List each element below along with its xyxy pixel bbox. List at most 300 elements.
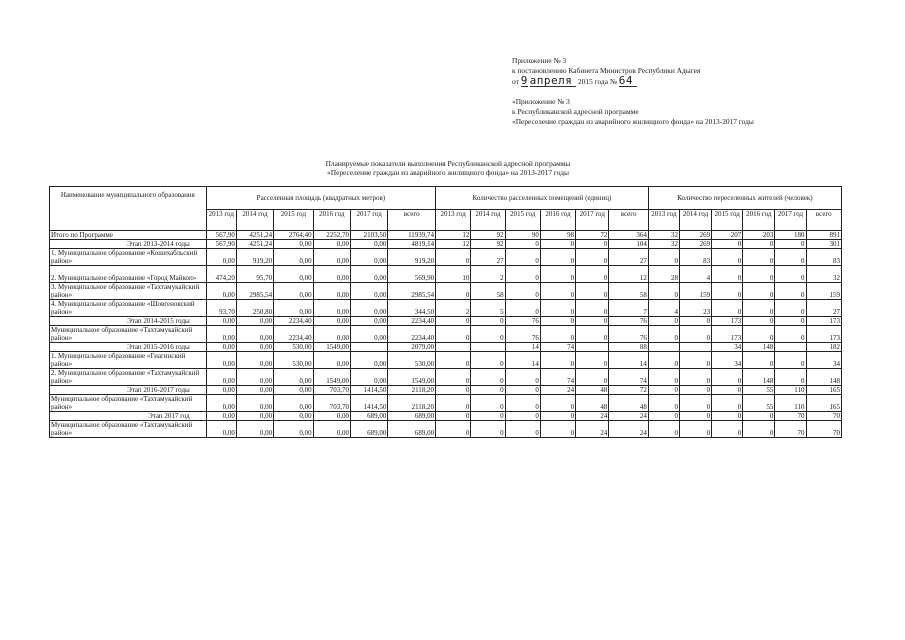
table-cell: 0	[505, 395, 540, 412]
table-cell: 0,00	[350, 369, 387, 386]
people-group-header: Количество переселенных жителей (человек)	[648, 187, 841, 210]
table-cell: 0	[712, 395, 743, 412]
table-cell: 2	[471, 266, 505, 283]
table-cell: 530,00	[274, 343, 313, 352]
table-body	[50, 231, 842, 438]
table-cell: 148	[743, 369, 775, 386]
table-cell: 92	[471, 240, 505, 249]
table-cell: 0	[743, 249, 775, 266]
table-row	[50, 369, 842, 386]
table-cell: 0,00	[236, 352, 273, 369]
table-cell: 0	[436, 249, 471, 266]
table-cell: 567,90	[206, 231, 236, 240]
table-cell: 83	[679, 249, 711, 266]
table-cell: 0	[576, 369, 609, 386]
table-cell: 4	[679, 266, 711, 283]
table-cell: 0	[540, 240, 575, 249]
table-cell: 0,00	[236, 326, 273, 343]
table-cell: 0	[743, 317, 775, 326]
table-cell: 0	[712, 369, 743, 386]
table-cell: 2985,54	[236, 283, 273, 300]
table-cell: 159	[806, 283, 841, 300]
people-year-header: 2013 год	[648, 210, 679, 231]
table-cell: 0,00	[206, 249, 236, 266]
table-cell: 530,00	[388, 352, 436, 369]
table-cell: 2234,40	[274, 326, 313, 343]
table-cell: 530,00	[274, 352, 313, 369]
table-cell: 7	[609, 300, 648, 317]
table-cell: 0	[679, 386, 711, 395]
table-cell: 74	[609, 369, 648, 386]
table-cell: 173	[806, 317, 841, 326]
table-cell: 0	[679, 352, 711, 369]
table-cell: 0	[712, 412, 743, 421]
date-prefix: от	[512, 77, 519, 87]
table-cell: 0	[743, 240, 775, 249]
table-cell: 0,00	[350, 240, 387, 249]
table-cell: 0,00	[206, 283, 236, 300]
name-column-header: Наименование муниципального образования	[50, 187, 207, 231]
table-cell: 474,20	[206, 266, 236, 283]
table-cell: 0	[436, 352, 471, 369]
table-cell: 0	[471, 395, 505, 412]
table-cell: 0,00	[313, 317, 350, 326]
table-row	[50, 240, 842, 249]
table-cell: 0,00	[236, 421, 273, 438]
table-cell: 344,50	[388, 300, 436, 317]
table-cell: 0	[648, 386, 679, 395]
table-cell: 55	[743, 395, 775, 412]
table-cell: 0,00	[274, 300, 313, 317]
table-cell: 173	[712, 317, 743, 326]
table-cell: 0	[648, 249, 679, 266]
table-cell: 2118,20	[388, 386, 436, 395]
table-cell: 0,00	[236, 386, 273, 395]
table-cell: 0,00	[350, 326, 387, 343]
table-cell: 76	[609, 326, 648, 343]
table-cell: 14	[609, 352, 648, 369]
table-row	[50, 283, 842, 300]
table-cell: 0	[743, 352, 775, 369]
table-cell: 4	[648, 300, 679, 317]
date-day: 9	[520, 74, 528, 88]
table-cell: 0	[436, 317, 471, 326]
table-row	[50, 386, 842, 395]
table-cell: 0	[540, 395, 575, 412]
table-cell: 0,00	[274, 421, 313, 438]
table-cell: 5	[471, 300, 505, 317]
table-cell: 0,00	[313, 300, 350, 317]
table-cell: 0	[712, 266, 743, 283]
table-cell: 83	[806, 249, 841, 266]
table-cell: 2	[436, 300, 471, 317]
table-cell: 1549,00	[388, 369, 436, 386]
table-cell: 74	[540, 343, 575, 352]
table-cell	[679, 343, 711, 352]
rooms-year-header: 2016 год	[540, 210, 575, 231]
table-cell: 0	[648, 326, 679, 343]
table-cell: 14	[505, 343, 540, 352]
caption-line1: Планируемые показатели выполнения Республиканской адресной программы	[325, 159, 571, 168]
table-cell: 159	[679, 283, 711, 300]
table-cell: 0	[775, 249, 806, 266]
table-cell: 0,00	[313, 266, 350, 283]
table-cell: 0,00	[206, 386, 236, 395]
table-cell: 703,70	[313, 395, 350, 412]
table-cell: 2252,70	[313, 231, 350, 240]
table-cell: 0,00	[274, 412, 313, 421]
table-cell: 0	[576, 317, 609, 326]
table-cell: 0,00	[313, 283, 350, 300]
table-cell: 0,00	[236, 412, 273, 421]
table-cell: 0	[436, 283, 471, 300]
table-cell: 0	[471, 369, 505, 386]
row-name: Муниципальное образование «Тахтамукайский район»	[50, 395, 207, 412]
appendix-header	[512, 56, 700, 88]
table-cell: 11939,74	[388, 231, 436, 240]
table-cell: 0,00	[313, 412, 350, 421]
table-cell: 0	[648, 317, 679, 326]
table-cell: 27	[609, 249, 648, 266]
table-cell: 0	[775, 283, 806, 300]
table-cell: 24	[609, 412, 648, 421]
table-cell: 2234,40	[388, 326, 436, 343]
table-cell: 0	[712, 421, 743, 438]
table-cell: 0	[436, 395, 471, 412]
date-year: 2015 года №	[577, 77, 617, 87]
table-cell: 0	[505, 240, 540, 249]
row-name: 2. Муниципальное образование «Город Майкоп»	[50, 266, 207, 283]
table-cell: 27	[806, 300, 841, 317]
row-name: 1. Муниципальное образование «Кошехабльский район»	[50, 249, 207, 266]
table-cell: 2234,40	[274, 317, 313, 326]
table-cell: 0	[540, 249, 575, 266]
table-cell: 0	[436, 421, 471, 438]
table-cell: 0	[648, 421, 679, 438]
table-cell: 703,70	[313, 386, 350, 395]
table-cell: 0,00	[313, 240, 350, 249]
table-cell: 24	[576, 412, 609, 421]
table-cell: 0	[540, 412, 575, 421]
appendix-title: Приложение № 3	[512, 56, 567, 65]
table-cell: 88	[609, 343, 648, 352]
area-year-header: 2016 год	[313, 210, 350, 231]
table-cell: 0	[540, 266, 575, 283]
table-cell: 93,70	[206, 300, 236, 317]
indicators-table	[49, 186, 842, 438]
table-cell: 0	[540, 300, 575, 317]
table-cell: 95,70	[236, 266, 273, 283]
row-name: Этап 2016-2017 годы	[50, 386, 207, 395]
area-year-header: 2015 год	[274, 210, 313, 231]
row-name: Муниципальное образование «Тахтамукайский район»	[50, 421, 207, 438]
table-cell: 12	[609, 266, 648, 283]
table-cell: 569,90	[388, 266, 436, 283]
table-row	[50, 231, 842, 240]
area-year-header: 2013 год	[206, 210, 236, 231]
table-cell	[436, 343, 471, 352]
table-cell: 24	[609, 421, 648, 438]
table-cell: 0,00	[206, 352, 236, 369]
row-name: 1. Муниципальное образование «Гиагинский район»	[50, 352, 207, 369]
table-cell: 0	[712, 249, 743, 266]
table-row	[50, 266, 842, 283]
table-cell: 0	[679, 369, 711, 386]
people-year-header: 2014 год	[679, 210, 711, 231]
table-cell: 90	[505, 231, 540, 240]
people-year-header: 2016 год	[743, 210, 775, 231]
table-row	[50, 300, 842, 317]
rooms-year-header: 2017 год	[576, 210, 609, 231]
table-cell: 203	[743, 231, 775, 240]
table-cell: 0	[576, 326, 609, 343]
table-cell: 689,00	[388, 421, 436, 438]
table-cell: 0,00	[350, 283, 387, 300]
table-cell: 689,00	[388, 412, 436, 421]
row-name: Этап 2017 год	[50, 412, 207, 421]
table-cell: 0	[471, 317, 505, 326]
table-cell: 148	[743, 343, 775, 352]
people-year-header: 2015 год	[712, 210, 743, 231]
table-row	[50, 317, 842, 326]
table-cell: 32	[648, 231, 679, 240]
table-cell: 0	[648, 369, 679, 386]
table-cell: 689,00	[350, 412, 387, 421]
people-year-header: 2017 год	[775, 210, 806, 231]
table-cell: 58	[609, 283, 648, 300]
date-month: апреля	[529, 74, 573, 88]
row-name: 3. Муниципальное образование «Тахтамукайский район»	[50, 283, 207, 300]
table-cell: 110	[775, 386, 806, 395]
table-cell: 0,00	[274, 369, 313, 386]
table-cell: 0	[505, 249, 540, 266]
area-year-header: 2014 год	[236, 210, 273, 231]
table-cell: 1414,50	[350, 386, 387, 395]
table-cell: 0	[540, 352, 575, 369]
table-cell: 70	[775, 412, 806, 421]
table-cell: 0,00	[206, 326, 236, 343]
table-cell	[576, 343, 609, 352]
table-cell: 0	[471, 386, 505, 395]
table-cell: 0	[775, 326, 806, 343]
table-cell: 12	[436, 240, 471, 249]
table-cell: 0	[743, 283, 775, 300]
table-cell: 0	[576, 352, 609, 369]
table-cell: 0,00	[274, 386, 313, 395]
table-cell: 0,00	[206, 317, 236, 326]
table-cell: 76	[609, 317, 648, 326]
row-name: Этап 2014-2015 годы	[50, 317, 207, 326]
table-cell: 0,00	[350, 249, 387, 266]
table-cell: 32	[806, 266, 841, 283]
table-cell: 0	[775, 317, 806, 326]
table-row	[50, 343, 842, 352]
row-name: 2. Муниципальное образование «Тахтамукайский район»	[50, 369, 207, 386]
inner-appendix-line3: «Переселение граждан из аварийного жилищного фонда» на 2013-2017 годы	[512, 117, 754, 127]
table-cell: 0	[648, 352, 679, 369]
table-cell: 0	[743, 300, 775, 317]
table-cell: 0,00	[313, 352, 350, 369]
table-cell: 0	[712, 300, 743, 317]
table-cell: 0,00	[274, 240, 313, 249]
table-cell: 0,00	[206, 412, 236, 421]
table-cell: 0	[436, 386, 471, 395]
table-cell: 55	[743, 386, 775, 395]
table-cell: 76	[505, 326, 540, 343]
rooms-group-header: Количество расселенных помещений (единиц)	[436, 187, 649, 210]
table-cell: 28	[648, 266, 679, 283]
inner-appendix-header	[512, 97, 754, 128]
table-cell: 919,20	[236, 249, 273, 266]
table-cell: 0	[471, 352, 505, 369]
table-cell: 0,00	[206, 369, 236, 386]
table-cell: 76	[505, 317, 540, 326]
table-cell: 0	[540, 326, 575, 343]
table-cell: 23	[679, 300, 711, 317]
table-cell: 74	[540, 369, 575, 386]
table-cell: 10	[436, 266, 471, 283]
table-cell	[471, 343, 505, 352]
table-cell: 0,00	[350, 317, 387, 326]
table-cell: 48	[609, 395, 648, 412]
row-name: Этап 2015-2016 годы	[50, 343, 207, 352]
table-cell: 0	[471, 412, 505, 421]
table-group-header-row	[50, 187, 842, 210]
table-cell: 0,00	[313, 421, 350, 438]
table-cell	[350, 343, 387, 352]
table-cell: 301	[806, 240, 841, 249]
table-cell: 4251,24	[236, 240, 273, 249]
rooms-year-header: всего	[609, 210, 648, 231]
table-cell: 148	[806, 369, 841, 386]
table-cell: 34	[806, 352, 841, 369]
table-cell: 0,00	[313, 249, 350, 266]
table-cell: 0	[471, 326, 505, 343]
table-cell: 919,20	[388, 249, 436, 266]
table-cell: 250,80	[236, 300, 273, 317]
table-cell: 0,00	[236, 395, 273, 412]
table-cell: 104	[609, 240, 648, 249]
table-cell: 0	[505, 300, 540, 317]
table-cell: 567,90	[206, 240, 236, 249]
table-cell: 891	[806, 231, 841, 240]
table-cell: 0	[505, 386, 540, 395]
area-year-header: 2017 год	[350, 210, 387, 231]
table-cell: 2079,00	[388, 343, 436, 352]
area-group-header: Расселенная площадь (квадратных метров)	[206, 187, 435, 210]
table-cell: 180	[775, 231, 806, 240]
table-cell: 0	[505, 266, 540, 283]
caption-line2: «Переселение граждан из аварийного жилищного фонда» на 2013-2017 годы	[327, 168, 569, 177]
table-cell: 72	[609, 386, 648, 395]
table-cell: 98	[540, 231, 575, 240]
table-caption	[200, 159, 696, 177]
table-cell: 0,00	[274, 266, 313, 283]
table-cell: 0	[743, 266, 775, 283]
table-row	[50, 421, 842, 438]
table-cell: 0,00	[236, 343, 273, 352]
table-cell: 0,00	[236, 317, 273, 326]
table-cell: 0	[648, 283, 679, 300]
table-cell: 364	[609, 231, 648, 240]
table-cell: 1414,50	[350, 395, 387, 412]
table-cell: 207	[712, 231, 743, 240]
table-cell: 0,00	[206, 395, 236, 412]
table-cell: 70	[806, 421, 841, 438]
table-cell: 0	[775, 266, 806, 283]
appendix-date-line	[512, 76, 700, 87]
appendix-decree-line: к постановлению Кабинета Министров Республики Адыгея	[512, 66, 701, 76]
table-cell: 165	[806, 395, 841, 412]
table-cell: 0	[540, 421, 575, 438]
table-cell: 0	[471, 421, 505, 438]
document-number: 64	[618, 74, 633, 88]
table-cell: 0	[505, 421, 540, 438]
table-cell: 0	[743, 326, 775, 343]
table-cell: 2764,40	[274, 231, 313, 240]
table-cell: 269	[679, 231, 711, 240]
table-cell: 0	[743, 412, 775, 421]
table-cell: 0	[712, 386, 743, 395]
table-cell: 72	[576, 231, 609, 240]
table-cell: 173	[712, 326, 743, 343]
table-cell: 34	[712, 352, 743, 369]
table-cell: 0	[576, 266, 609, 283]
table-cell: 32	[648, 240, 679, 249]
table-cell: 0	[775, 300, 806, 317]
table-cell: 0	[679, 421, 711, 438]
table-cell: 24	[576, 421, 609, 438]
table-cell: 0	[540, 283, 575, 300]
table-cell: 0,00	[206, 421, 236, 438]
table-cell: 48	[576, 386, 609, 395]
table-cell: 0	[775, 352, 806, 369]
table-cell: 0	[712, 283, 743, 300]
table-cell: 0	[679, 326, 711, 343]
table-cell	[775, 343, 806, 352]
table-cell: 0	[576, 283, 609, 300]
table-row	[50, 412, 842, 421]
table-cell	[648, 343, 679, 352]
table-cell: 2103,50	[350, 231, 387, 240]
table-cell: 34	[712, 343, 743, 352]
table-row	[50, 326, 842, 343]
table-cell: 48	[576, 395, 609, 412]
table-cell: 0	[505, 283, 540, 300]
table-cell: 0	[436, 412, 471, 421]
table-cell: 0	[648, 395, 679, 412]
row-name: Итого по Программе	[50, 231, 207, 240]
table-cell: 0	[679, 395, 711, 412]
table-cell: 0,00	[313, 326, 350, 343]
table-cell: 0	[505, 369, 540, 386]
inner-appendix-title: «Приложение № 3	[512, 97, 570, 106]
table-cell: 0	[540, 317, 575, 326]
table-cell: 1549,00	[313, 369, 350, 386]
table-cell: 2234,40	[388, 317, 436, 326]
table-cell: 0	[576, 240, 609, 249]
table-cell: 4819,14	[388, 240, 436, 249]
table-cell: 2985,54	[388, 283, 436, 300]
table-cell: 4251,24	[236, 231, 273, 240]
people-year-header: всего	[806, 210, 841, 231]
table-cell: 0,00	[274, 249, 313, 266]
rooms-year-header: 2015 год	[505, 210, 540, 231]
table-cell: 0	[712, 240, 743, 249]
table-cell: 165	[806, 386, 841, 395]
table-cell: 24	[540, 386, 575, 395]
area-year-header: всего	[388, 210, 436, 231]
